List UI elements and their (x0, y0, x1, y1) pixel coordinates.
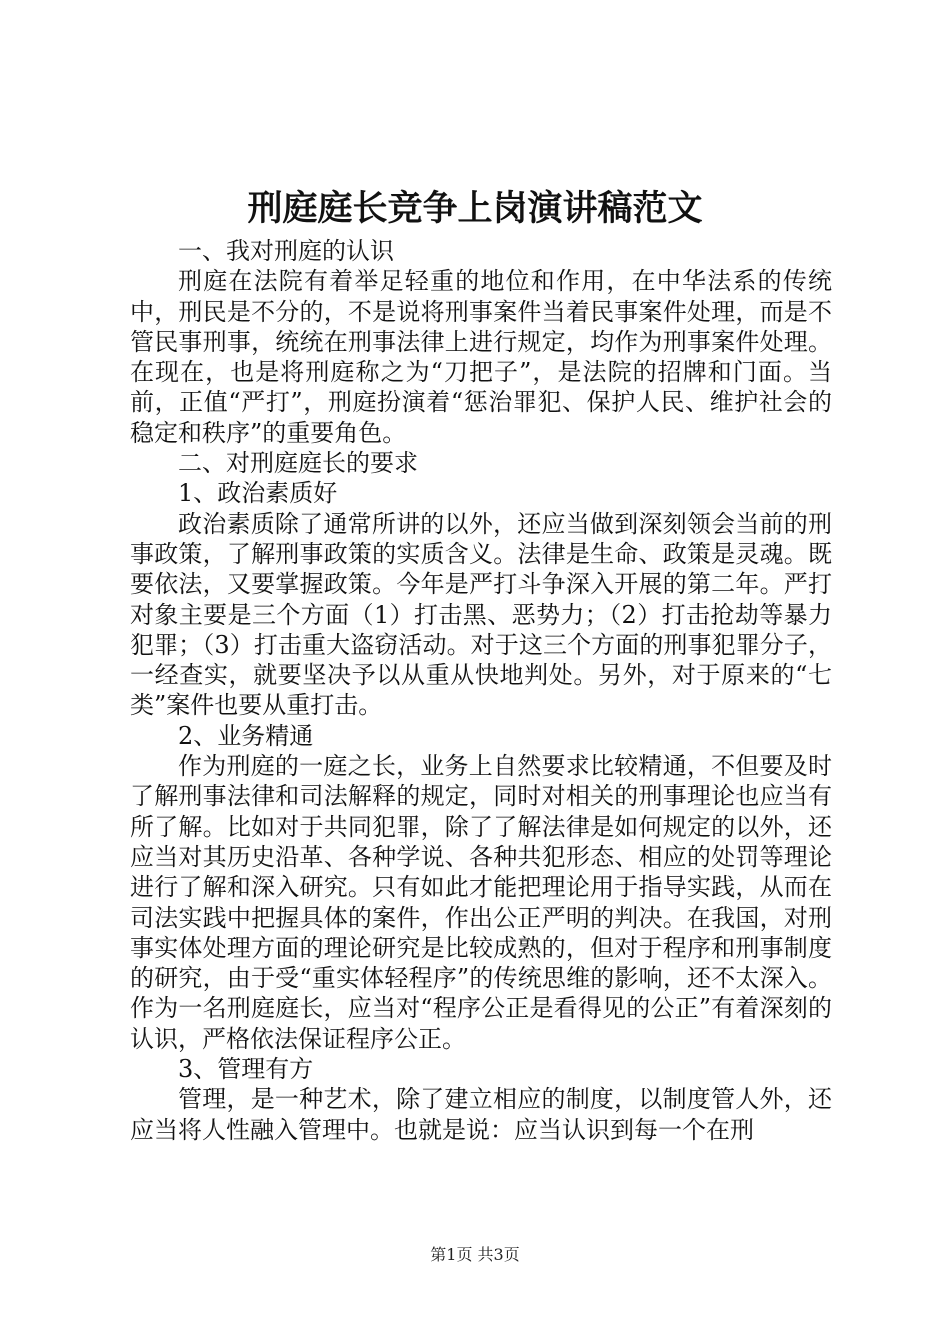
paragraph-3: 作为刑庭的一庭之长，业务上自然要求比较精通，不但要及时了解刑事法律和司法解释的规定，同时对相关的刑事理论也应当有所了解。比如对于共同犯罪，除了了解法律是如何规定的以外，还应当对其历史沿革、各种学说、各种共犯形态、相应的处罚等理论进行了解和深入研究。只有如此才能把理论用于指导实践，从而在司法实践中把握具体的案件，作出公正严明的判决。在我国，对刑事实体处理方面的理论研究是比较成熟的，但对于程序和刑事制度的研究，由于受“重实体轻程序”的传统思维的影响，还不太深入。作为一名刑庭庭长，应当对“程序公正是看得见的公正”有着深刻的认识，严格依法保证程序公正。 (130, 752, 832, 1053)
subheading-1: 1、政治素质好 (178, 479, 338, 508)
paragraph-4: 管理，是一种艺术，除了建立相应的制度，以制度管人外，还应当将人性融入管理中。也就是说：应当认识到每一个在刑 (130, 1085, 832, 1144)
paragraph-2: 政治素质除了通常所讲的以外，还应当做到深刻领会当前的刑事政策，了解刑事政策的实质含义。法律是生命、政策是灵魂。既要依法，又要掌握政策。今年是严打斗争深入开展的第二年。严打对象主要是三个方面（1）打击黑、恶势力；（2）打击抢劫等暴力犯罪；（3）打击重大盗窃活动。对于这三个方面的刑事犯罪分子，一经查实，就要坚决予以从重从快地判处。另外，对于原来的“七类”案件也要从重打击。 (130, 509, 832, 720)
paragraph-1: 刑庭在法院有着举足轻重的地位和作用，在中华法系的传统中，刑民是不分的，不是说将刑事案件当着民事案件处理，而是不管民事刑事，统统在刑事法律上进行规定，均作为刑事案件处理。在现在，也是将刑庭称之为“刀把子”，是法院的招牌和门面。当前，正值“严打”，刑庭扮演着“惩治罪犯、保护人民、维护社会的稳定和秩序”的重要角色。 (130, 267, 832, 447)
document-body (130, 236, 832, 1145)
section-heading-2: 二、对刑庭庭长的要求 (178, 449, 418, 478)
page-footer: 第1页 共3页 (430, 1245, 520, 1264)
subheading-3: 3、管理有方 (178, 1055, 314, 1084)
subheading-2: 2、业务精通 (178, 721, 314, 750)
document-title: 刑庭庭长竞争上岗演讲稿范文 (247, 188, 703, 229)
section-heading-1: 一、我对刑庭的认识 (178, 237, 394, 265)
